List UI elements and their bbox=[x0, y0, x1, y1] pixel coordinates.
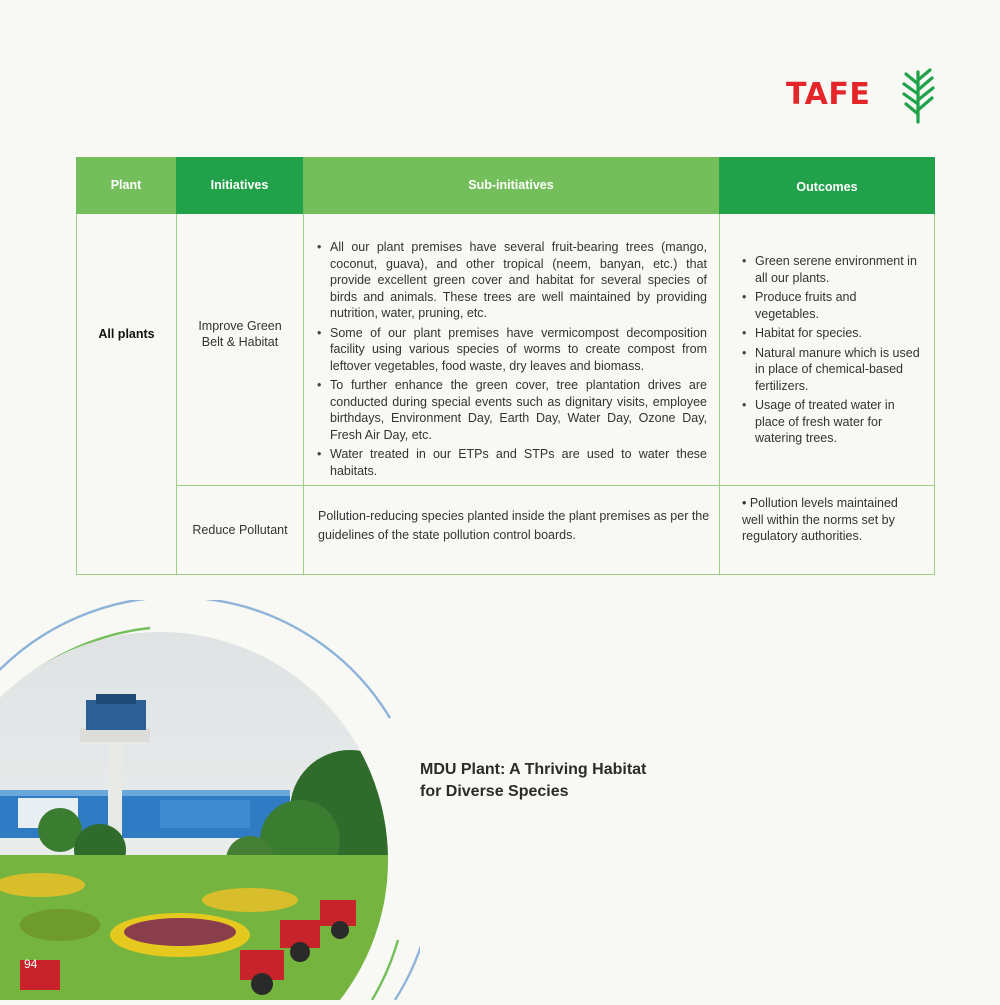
plant-illustration bbox=[0, 600, 420, 1000]
logo-wordmark: TAFE bbox=[786, 77, 871, 112]
caption-line: for Diverse Species bbox=[420, 783, 569, 800]
header-plant: Plant bbox=[76, 157, 176, 214]
decorative-arc bbox=[372, 940, 398, 1000]
initiatives-table bbox=[76, 157, 935, 575]
caption-line: MDU Plant: A Thriving Habitat bbox=[420, 761, 647, 778]
decorative-arc bbox=[395, 912, 420, 1000]
table-divider bbox=[719, 214, 720, 575]
initiative-green-belt: Improve Green Belt & Habitat bbox=[198, 318, 282, 349]
header-initiatives: Initiatives bbox=[176, 157, 303, 214]
outcomes-green-belt bbox=[742, 253, 922, 450]
header-sub-initiatives: Sub-initiatives bbox=[303, 157, 719, 214]
table-divider bbox=[303, 214, 304, 575]
plant-photo bbox=[0, 600, 420, 1000]
list-item: • All our plant premises have several fruit-bearing trees (mango, coconut, guava), and other tropical (neem, banyan, etc.) that provide excellent green cover and habitat for several species of birds and animals. These trees are well maintained by providing nutrition, water, pruning, etc. bbox=[317, 239, 707, 322]
list-item: • Some of our plant premises have vermicompost decomposition facility using various species of worms to create compost from leftover vegetables, food waste, dry leaves and biomass. bbox=[317, 325, 707, 375]
list-item: • Produce fruits and vegetables. bbox=[742, 289, 922, 322]
header-outcomes: Outcomes bbox=[719, 157, 935, 214]
initiative-reduce-pollutant: Reduce Pollutant bbox=[192, 522, 288, 537]
plant-name: All plants bbox=[98, 326, 155, 341]
outcome-reduce-pollutant: • Pollution levels maintained well within the norms set by regulatory authorities. bbox=[742, 496, 898, 543]
list-item: • Water treated in our ETPs and STPs are used to water these habitats. bbox=[317, 446, 707, 479]
tafe-logo bbox=[786, 66, 936, 126]
sub-initiative-reduce-pollutant: Pollution-reducing species planted inside the plant premises as per the guidelines of the state pollution control boards. bbox=[318, 509, 710, 542]
sub-initiatives-green-belt bbox=[317, 239, 707, 482]
table-border-right bbox=[934, 214, 935, 575]
list-item: • Green serene environment in all our plants. bbox=[742, 253, 922, 286]
page-number: 94 bbox=[24, 957, 38, 971]
leaf-icon bbox=[900, 66, 936, 124]
list-item: • Usage of treated water in place of fresh water for watering trees. bbox=[742, 397, 922, 447]
list-item: • To further enhance the green cover, tree plantation drives are conducted during special events such as dignitary visits, employee birthdays, Environment Day, Earth Day, Water Day, Ozone Day, Fresh Air Day, etc. bbox=[317, 377, 707, 443]
table-border-bottom bbox=[76, 574, 935, 575]
photo-caption bbox=[420, 759, 700, 803]
list-item: • Habitat for species. bbox=[742, 325, 922, 342]
list-item: • Natural manure which is used in place of chemical-based fertilizers. bbox=[742, 345, 922, 395]
